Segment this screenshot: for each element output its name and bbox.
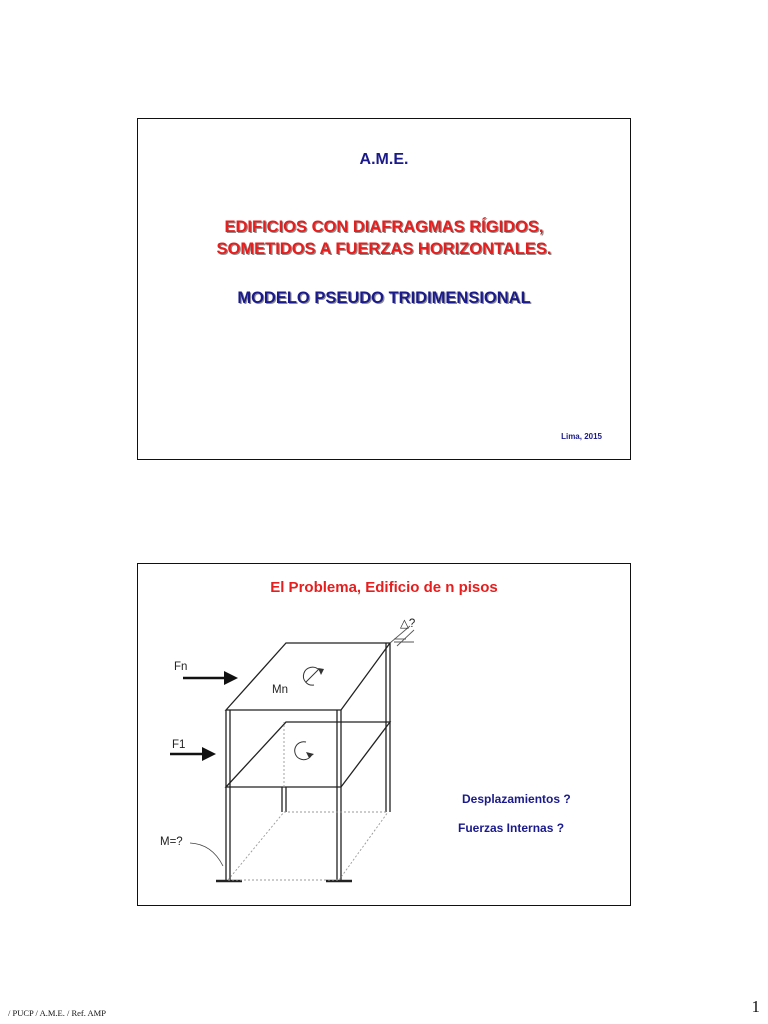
date-label: Lima, 2015	[561, 432, 602, 441]
force-arrow-fn	[183, 671, 238, 685]
moment-symbol-middle	[295, 742, 314, 760]
footer-reference: / PUCP / A.M.E. / Ref. AMP	[8, 1008, 106, 1018]
title-line-1: EDIFICIOS CON DIAFRAGMAS RÍGIDOS,	[224, 218, 544, 236]
slide-title: El Problema, Edificio de n pisos	[270, 579, 498, 596]
title-line-2: SOMETIDOS A FUERZAS HORIZONTALES.	[216, 240, 552, 258]
top-slab	[226, 643, 390, 710]
building-diagram	[138, 564, 632, 907]
label-fn: Fn	[174, 661, 188, 673]
ground-dashed-lines	[228, 722, 388, 880]
title-slide	[137, 118, 631, 460]
base-moment-leader	[190, 843, 223, 866]
label-mn: Mn	[272, 684, 288, 696]
question-internal-forces: Fuerzas Internas ?	[458, 821, 565, 835]
label-displacement: △?	[400, 618, 416, 630]
page-number: 1	[751, 997, 760, 1016]
question-displacements: Desplazamientos ?	[462, 792, 571, 806]
acronym-heading: A.M.E.	[359, 151, 409, 168]
label-f1: F1	[172, 739, 186, 751]
problem-slide	[137, 563, 631, 906]
subtitle: MODELO PSEUDO TRIDIMENSIONAL	[237, 289, 531, 307]
label-base-moment: M=?	[160, 836, 183, 848]
moment-symbol-top	[303, 667, 324, 685]
